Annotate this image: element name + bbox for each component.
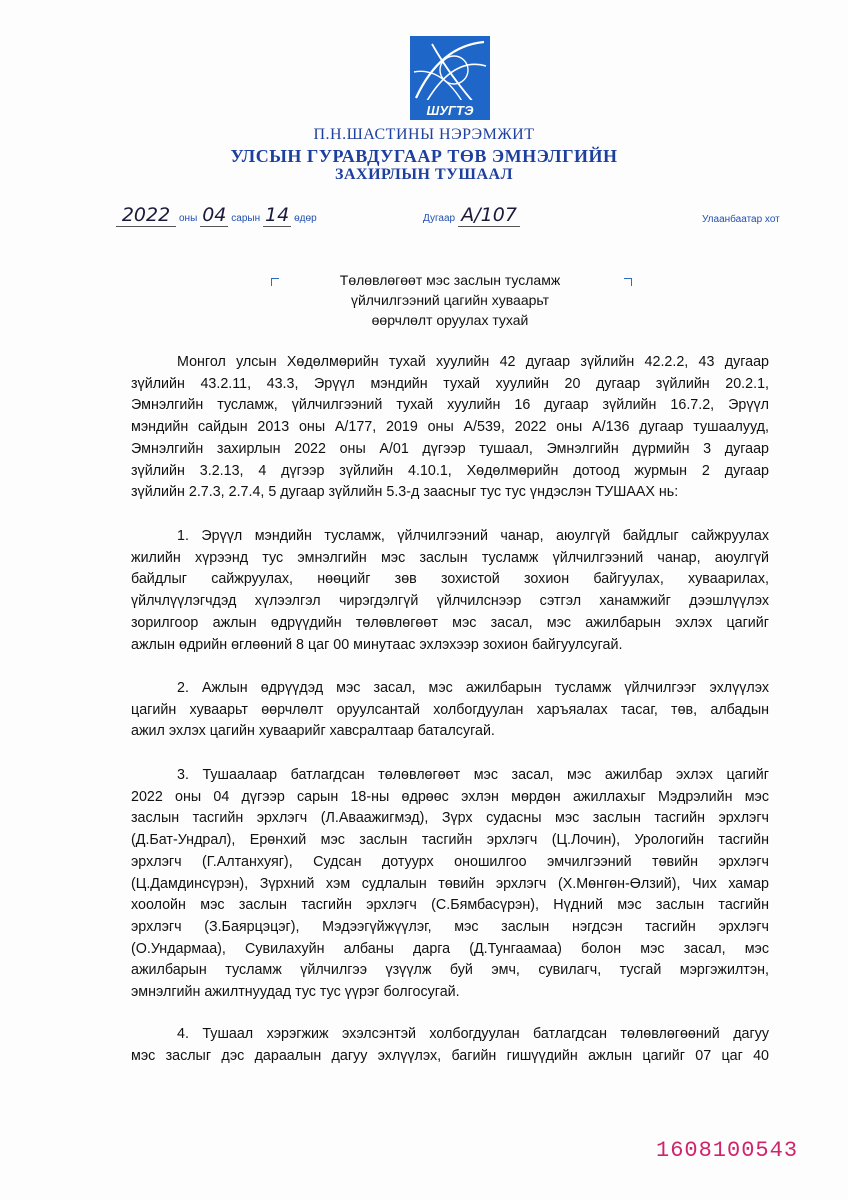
text-line: Эмнэлгийн тусламж, үйлчилгээний тухай хуулийн 16 дугаар зүйлийн 16.7.2, Эрүүл: [131, 397, 769, 414]
number-value: А/107: [458, 204, 520, 227]
text-line: 4. Тушаал хэрэгжиж эхэлсэнтэй холбогдуулан батлагдсан төлөвлөгөөний дагуу: [177, 1026, 769, 1042]
org-line-1: П.Н.ШАСТИНЫ НЭРЭМЖИТ: [313, 126, 535, 143]
text-line: (Д.Бат-Ундрал), Ерөнхий мэс заслын тасгийн эрхлэгч (Ц.Лочин), Урологийн тасгийн: [131, 832, 769, 849]
text-line: заслын тасгийн эрхлэгч (Л.Аваажигмэд), Зүрх судасны мэс заслын тасгийн эрхлэгч: [131, 810, 769, 827]
subject-line: үйлчилгээний цагийн хуваарьт: [350, 292, 550, 308]
text-line: эрхлэгч (З.Баярцэцэг), Мэдээгүйжүүлэг, мэс заслын нэгдсэн тасгийн эрхлэгч: [131, 918, 769, 935]
logo-text: ШУГТЭ: [426, 103, 474, 118]
text-line: (О.Ундармаа), Сувилахуйн албаны дарга (Д.Тунгаамаа) болон мэс засал, мэс: [131, 940, 769, 957]
text-line: байдлыг сайжруулах, нөөцийг зөв зохистой зохион байгуулах, хуваарилах,: [131, 571, 769, 588]
org-line-2: УЛСЫН ГУРАВДУГААР ТӨВ ЭМНЭЛГИЙН: [230, 146, 618, 166]
subject-line: өөрчлөлт оруулах тухай: [371, 312, 529, 328]
document-type-title: ЗАХИРЛЫН ТУШААЛ: [335, 166, 513, 183]
city-label: Улаанбаатар хот: [702, 214, 780, 225]
month-label: сарын: [231, 213, 261, 224]
text-line: Эмнэлгийн захирлын 2022 оны А/01 дүгээр тушаал, Эмнэлгийн дүрмийн 3 дугаар: [131, 440, 769, 457]
text-line: жилийн хүрээнд тус эмнэлгийн мэс заслын тусламж үйлчилгээний чанар, аюулгүй: [131, 549, 769, 566]
day-label: өдөр: [294, 213, 317, 224]
text-line: 2022 оны 04 дүгээр сарын 18-ны өдрөөс эхлэн мөрдөн ажиллахыг Мэдрэлийн мэс: [131, 788, 769, 805]
serial-number: 1608100543: [656, 1138, 799, 1163]
text-line: 3. Тушаалаар батлагдсан төлөвлөгөөт мэс засал, мэс ажилбар эхлэх цагийг: [177, 767, 769, 783]
text-line: эрхлэгч (Г.Алтанхуяг), Судсан дотуурх оношилгоо эмчилгээний төвийн эрхлэгч: [131, 853, 769, 870]
order-item-4: [131, 1024, 769, 1067]
year-label: оны: [179, 213, 198, 224]
text-line: ажлын өдрийн өглөөний 8 цаг 00 минутаас эхлэхээр зохион байгуулсугай.: [131, 636, 623, 653]
order-item-1: [131, 526, 769, 656]
text-line: зүйлийн 3.2.13, 4 дүгээр зүйлийн 4.10.1, Хөдөлмөрийн дотоод журмын 2 дугаар: [131, 462, 769, 479]
text-line: (Ц.Дамдинсүрэн), Зүрхний хэм судлалын төвийн эрхлэгч (Х.Мөнгөн-Өлзий), Чих хамар: [131, 875, 769, 892]
preamble-paragraph: [131, 352, 769, 504]
text-line: ажилбарын тусламж үйлчилгээ үзүүлж буй эмч, сувилагч, тусгай мэргэжилтэн,: [131, 962, 769, 979]
number-label: Дугаар: [423, 213, 456, 224]
order-item-2: [131, 678, 769, 743]
year-value: 2022: [116, 204, 176, 227]
text-line: цагийн хуваарьт өөрчлөлт оруулсантай холбогдуулан харъяалах тасаг, төв, албадын: [131, 701, 769, 718]
date-line: [116, 204, 320, 227]
text-line: мэс заслыг дэс дараалын дагуу эхлүүлэх, багийн гишүүдийн ажлын цагийг 07 цаг 40: [131, 1047, 769, 1064]
text-line: хоолойн мэс заслын тасгийн эрхлэгч (С.Бямбасүрэн), Нүдний мэс заслын тасгийн: [131, 897, 769, 914]
text-line: зорилгоор ажлын өдрүүдийн төлөвлөгөөт мэс засал, мэс ажилбарын эхлэх цагийг: [131, 614, 769, 631]
text-line: эмнэлгийн ажилтнуудад тус тус үүрэг болгосугай.: [131, 984, 460, 1001]
text-line: Монгол улсын Хөдөлмөрийн тухай хуулийн 42 дугаар зүйлийн 42.2.2, 43 дугаар: [177, 354, 769, 370]
hospital-logo: [410, 36, 490, 120]
order-item-3: [131, 765, 769, 1004]
text-line: ажил эхлэх цагийн хуваарийг хавсралтаар баталсугай.: [131, 723, 495, 740]
day-value: 14: [265, 204, 290, 226]
text-line: 1. Эрүүл мэндийн тусламж, үйлчилгээний чанар, аюулгүй байдлыг сайжруулах: [177, 528, 769, 544]
subject-title: [250, 270, 650, 330]
text-line: 2. Ажлын өдрүүдэд мэс засал, мэс ажилбарын тусламж үйлчилгээг эхлүүлэх: [177, 680, 769, 696]
order-number: [420, 204, 520, 227]
subject-line: Төлөвлөгөөт мэс заслын тусламж: [339, 272, 561, 288]
text-line: зүйлийн 2.7.3, 2.7.4, 5 дугаар зүйлийн 5.3-д заасныг тус тус үндэслэн ТУШААХ нь:: [131, 484, 679, 501]
text-line: мэндийн сайдын 2013 оны А/177, 2019 оны А/539, 2022 оны А/136 дугаар тушаалууд,: [131, 419, 769, 436]
month-value: 04: [202, 204, 227, 226]
text-line: зүйлийн 43.2.11, 43.3, Эрүүл мэндийн тухай хуулийн 20 дугаар зүйлийн 20.2.1,: [131, 375, 769, 392]
text-line: үйлчлүүлэгчдэд хүлээлгэл чирэгдэлгүй үйлчилснээр сэтгэл ханамжийг дээшлүүлэх: [131, 593, 769, 610]
